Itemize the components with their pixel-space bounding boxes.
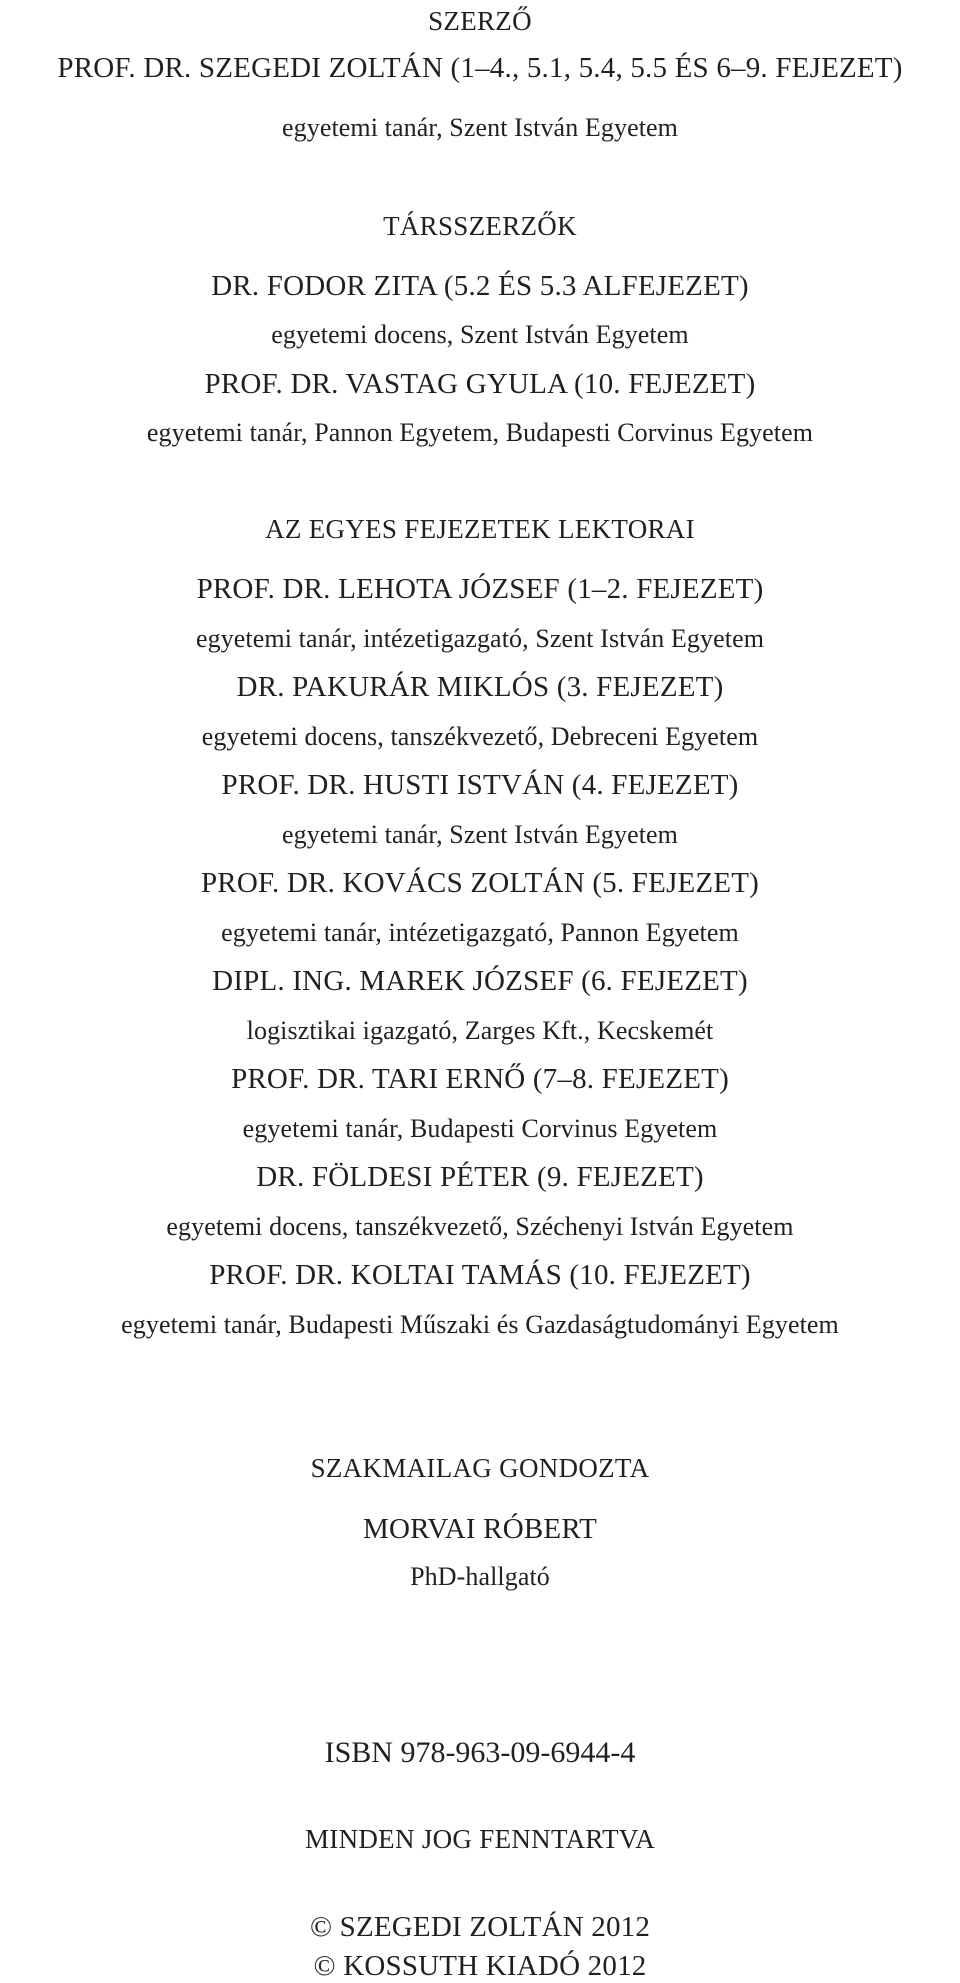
coauthor-affiliation: egyetemi docens, Szent István Egyetem: [271, 320, 689, 349]
reviewer-name: PROF. DR. KOLTAI TAMÁS (10. FEJEZET): [209, 1259, 751, 1291]
isbn: ISBN 978-963-09-6944-4: [324, 1736, 636, 1769]
coauthor-name: DR. FODOR ZITA (5.2 ÉS 5.3 ALFEJEZET): [211, 270, 749, 302]
reviewer-name: PROF. DR. LEHOTA JÓZSEF (1–2. FEJEZET): [196, 573, 764, 605]
reviewer-name: PROF. DR. KOVÁCS ZOLTÁN (5. FEJEZET): [200, 867, 760, 899]
reviewer-name: PROF. DR. TARI ERNŐ (7–8. FEJEZET): [231, 1063, 729, 1095]
editor-affiliation: PhD-hallgató: [410, 1562, 550, 1591]
copyright-author: © SZEGEDI ZOLTÁN 2012: [309, 1911, 651, 1943]
reviewer-name: DIPL. ING. MAREK JÓZSEF (6. FEJEZET): [212, 965, 748, 997]
reviewers-heading: AZ EGYES FEJEZETEK LEKTORAI: [265, 514, 695, 544]
coauthor-affiliation: egyetemi tanár, Pannon Egyetem, Budapesti Corvinus Egyetem: [146, 418, 814, 447]
reviewer-affiliation: egyetemi tanár, intézetigazgató, Szent István Egyetem: [195, 624, 765, 653]
author-affiliation: egyetemi tanár, Szent István Egyetem: [281, 113, 679, 142]
reviewer-affiliation: egyetemi tanár, Szent István Egyetem: [281, 820, 679, 849]
reviewer-affiliation: egyetemi tanár, Budapesti Corvinus Egyetem: [242, 1114, 718, 1143]
rights-statement: MINDEN JOG FENNTARTVA: [304, 1824, 656, 1854]
reviewer-affiliation: egyetemi docens, tanszékvezető, Debreceni Egyetem: [201, 722, 759, 751]
coauthors-heading: TÁRSSZERZŐK: [383, 211, 577, 241]
editor-name: MORVAI RÓBERT: [362, 1513, 598, 1545]
author-name: PROF. DR. SZEGEDI ZOLTÁN (1–4., 5.1, 5.4, 5.5 ÉS 6–9. FEJEZET): [57, 52, 903, 84]
reviewer-name: DR. FÖLDESI PÉTER (9. FEJEZET): [256, 1161, 704, 1193]
reviewer-name: DR. PAKURÁR MIKLÓS (3. FEJEZET): [236, 671, 724, 703]
reviewer-affiliation: egyetemi docens, tanszékvezető, Széchenyi István Egyetem: [166, 1212, 794, 1241]
reviewer-affiliation: egyetemi tanár, intézetigazgató, Pannon Egyetem: [221, 918, 739, 947]
coauthor-name: PROF. DR. VASTAG GYULA (10. FEJEZET): [204, 368, 756, 400]
editor-heading: SZAKMAILAG GONDOZTA: [310, 1453, 650, 1483]
copyright-publisher: © KOSSUTH KIADÓ 2012: [313, 1950, 647, 1982]
reviewer-affiliation: egyetemi tanár, Budapesti Műszaki és Gazdaságtudományi Egyetem: [121, 1310, 839, 1339]
reviewer-name: PROF. DR. HUSTI ISTVÁN (4. FEJEZET): [221, 769, 739, 801]
author-heading: SZERZŐ: [428, 6, 532, 36]
reviewer-affiliation: logisztikai igazgató, Zarges Kft., Kecskemét: [246, 1016, 714, 1045]
